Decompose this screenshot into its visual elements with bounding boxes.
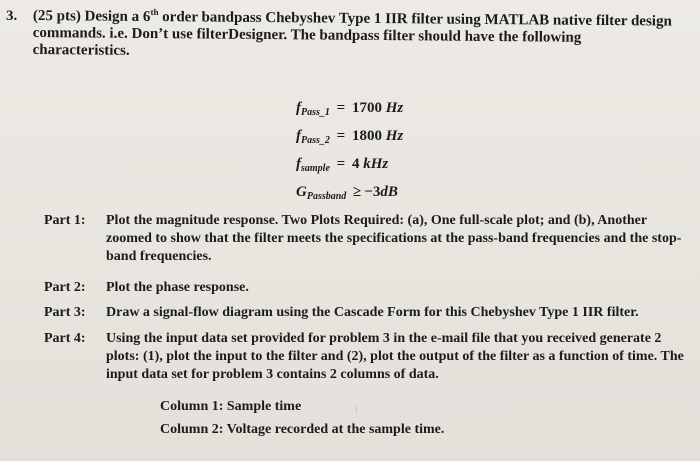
spec-operator: = xyxy=(336,128,346,144)
spec-subscript: Pass_2 xyxy=(301,135,330,146)
spec-value: 1700 xyxy=(351,100,382,116)
spec-fsample xyxy=(296,154,403,182)
paper-mark xyxy=(356,405,357,413)
spec-symbol: f xyxy=(296,156,301,172)
order-superscript: th xyxy=(150,7,159,18)
spec-symbol: G xyxy=(296,184,307,200)
spec-subscript: Passband xyxy=(306,191,347,202)
spec-operator: = xyxy=(336,156,346,172)
spec-operator: ≥ xyxy=(353,184,362,200)
spec-value: 4 xyxy=(351,156,360,172)
spec-value: 1800 xyxy=(351,128,382,144)
part-label: Part 3: xyxy=(44,305,86,320)
spec-value: −3 xyxy=(364,184,381,200)
spec-subscript: Pass_1 xyxy=(301,107,330,118)
question-text-suffix: order bandpass Chebyshev Type 1 IIR filter using MATLAB native filter design commands. i.e. Don’t use filterDesigner. The bandpass filter should have the following characteristics. xyxy=(32,9,672,59)
spec-unit: dB xyxy=(380,184,398,200)
spec-symbol: f xyxy=(296,100,301,116)
question-text xyxy=(33,8,673,65)
question-number: 3. xyxy=(6,8,18,24)
spec-fpass2 xyxy=(296,126,403,154)
spec-unit: kHz xyxy=(363,156,389,172)
column-1-description: Column 1: Sample time xyxy=(160,399,302,414)
part-label: Part 1: xyxy=(44,213,86,228)
spec-symbol: f xyxy=(296,128,301,144)
spec-unit: Hz xyxy=(385,128,404,144)
part-text: Draw a signal-flow diagram using the Cascade Form for this Chebyshev Type 1 IIR filter. xyxy=(106,305,639,320)
part-label: Part 4: xyxy=(44,331,86,346)
spec-unit: Hz xyxy=(385,100,404,116)
spec-operator: = xyxy=(336,100,346,116)
part-label: Part 2: xyxy=(44,280,86,295)
spec-subscript: sample xyxy=(301,163,330,174)
question-text-prefix: (25 pts) Design a 6 xyxy=(32,8,151,26)
filter-specifications xyxy=(296,98,403,210)
column-2-description: Column 2: Voltage recorded at the sample time. xyxy=(160,422,445,437)
spec-fpass1 xyxy=(296,98,403,126)
spec-gpassband xyxy=(296,182,403,210)
part-text: Using the input data set provided for problem 3 in the e-mail file that you received generate 2 plots: (1), plot the input to the filter and (2), plot the output of the filter as a function of time. The input data set for problem 3 contains 2 columns of data. xyxy=(106,331,684,382)
part-text: Plot the magnitude response. Two Plots Required: (a), One full-scale plot; and (b), Another zoomed to show that the filter meets the specifications at the pass-band frequencies and the stop-band frequencies. xyxy=(106,213,682,264)
part-text: Plot the phase response. xyxy=(106,280,249,295)
